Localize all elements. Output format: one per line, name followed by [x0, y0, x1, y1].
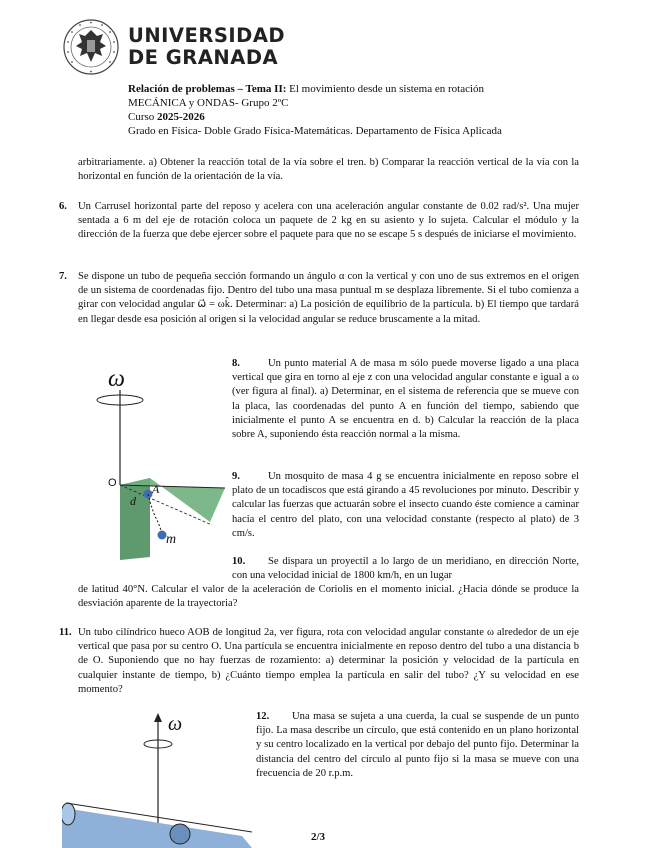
- problem-11-text: Un tubo cilíndrico hueco AOB de longitud 2a, ver figura, rota con velocidad angular constante ω alrededor de un eje vertical que pasa por su centro O. Una partícula se encuentra inicialmente en reposo dentro del tubo a una distancia b de O. Suponiendo que no hay fuerzas de rozamiento: a) determinar la posición y velocidad de la partícula en cualquier instante de tiempo, b) ¿Cuánto tiempo emplea la partícula en salir del tubo? ¿Y su velocidad en ese momento?: [78, 627, 579, 695]
- problem-6-number: 6.: [59, 201, 67, 212]
- problem-12-number: 12.: [256, 711, 270, 722]
- particle-ball: [170, 824, 190, 844]
- problem-7-text: Se dispone un tubo de pequeña sección formando un ángulo α con la vertical y con uno de sus extremos en el origen de un sistema de coordenadas fijo. Dentro del tubo una masa puntual m se desplaza libremente. Si el tubo comienza a girar con velocidad angular ω⃗ = ωk̂. Determinar: a) La posición de equilibrio de la partícula. b) El tiempo que tardará en llegar desde esa posición al origen si la velocidad angular se reduce bruscamente a la mitad.: [78, 271, 579, 325]
- problem-10-number: 10.: [232, 556, 246, 567]
- figure2-omega-label: ω: [168, 713, 183, 735]
- degree-line: Grado en Física- Doble Grado Física-Matemáticas. Departamento de Física Aplicada: [128, 125, 502, 137]
- course-line: MECÁNICA y ONDAS- Grupo 2ºC: [128, 97, 289, 109]
- problem-7-number: 7.: [59, 271, 67, 282]
- axis-arrow-icon: [154, 713, 162, 722]
- problem-9-number: 9.: [232, 471, 240, 482]
- problem-11-number: 11.: [59, 627, 72, 638]
- figure1-mass-label: m: [166, 532, 177, 547]
- university-seal-logo: [62, 18, 120, 76]
- figure1-distance-label: d: [130, 494, 136, 508]
- problem-10-text-a: Se dispara un proyectil a lo largo de un meridiano, en dirección Norte, con una velocidad inicial de 1800 km/h, en un lugar: [232, 556, 579, 582]
- page-number: 2/3: [311, 831, 326, 843]
- rotating-plate-figure: [90, 360, 230, 580]
- problem-9-text: Un mosquito de masa 4 g se encuentra inicialmente en reposo sobre el plato de un tocadiscos que está girando a 45 revoluciones por minuto. Describir y calcular las fuerzas que actuarán sobre el insecto cuando éste comience a caminar hacia el centro del plato, con una velocidad constante (respecto al plato) de 3 cm/s.: [232, 471, 579, 539]
- figure1-origin-label: O: [108, 477, 117, 489]
- trajectory-path: [148, 494, 162, 534]
- continuation-paragraph: arbitrariamente. a) Obtener la reacción total de la vía sobre el tren. b) Comparar la reacción vertical de la vía con la horizontal en función de la orientación de la vía.: [78, 157, 579, 183]
- title-bold: Relación de problemas – Tema II:: [128, 83, 287, 95]
- document-title: [128, 82, 484, 96]
- year-value: 2025-2026: [157, 111, 205, 123]
- year-line: [128, 110, 205, 124]
- problem-12-text: Una masa se sujeta a una cuerda, la cual se suspende de un punto fijo. La masa describe un círculo, que está contenido en un plano horizontal y su centro localizado en la vertical por debajo del punto fijo. Determinar la distancia del centro del círculo al punto fijo si la masa se mueve con una frecuencia de 20 r.p.m.: [256, 711, 579, 779]
- rotating-tube-figure: [62, 708, 252, 848]
- year-label: Curso: [128, 111, 158, 123]
- university-name-line2: DE GRANADA: [128, 46, 279, 69]
- problem-8-number: 8.: [232, 358, 240, 369]
- figure1-omega-label: ω: [108, 366, 125, 392]
- problem-6-text: Un Carrusel horizontal parte del reposo y acelera con una aceleración angular constante de 0.02 rad/s². Una mujer sentada a 6 m del eje de rotación coloca un paquete de 2 kg en su asiento y lo sujeta. Calcular el módulo y la dirección de la fuerza que debe ejercer sobre el paquete para que no se escape 5 s después de iniciarse el movimiento.: [78, 201, 579, 241]
- university-name-line1: UNIVERSIDAD: [128, 24, 286, 47]
- problem-10-text-b: de latitud 40°N. Calcular el valor de la aceleración de Coriolis en el momento inicial. ¿Hacia dónde se produce la desviación aparente de la trayectoria?: [78, 584, 579, 610]
- title-rest: El movimiento desde un sistema en rotación: [286, 83, 485, 95]
- problem-8-text: Un punto material A de masa m sólo puede moverse ligado a una placa vertical que gira en torno al eje z con una velocidad angular constante e igual a ω (ver figura al final). a) Determinar, en el sistema de referencia que se mueve con la placa, las coordenadas del punto A en función del tiempo, sabiendo que inicialmente el punto A se encuentra en d. b) Calcular la reacción de la placa sobre A, suponiendo ésta reacción normal a la misma.: [232, 358, 579, 441]
- tube-end: [62, 803, 75, 825]
- figure1-point-label: A: [152, 482, 160, 496]
